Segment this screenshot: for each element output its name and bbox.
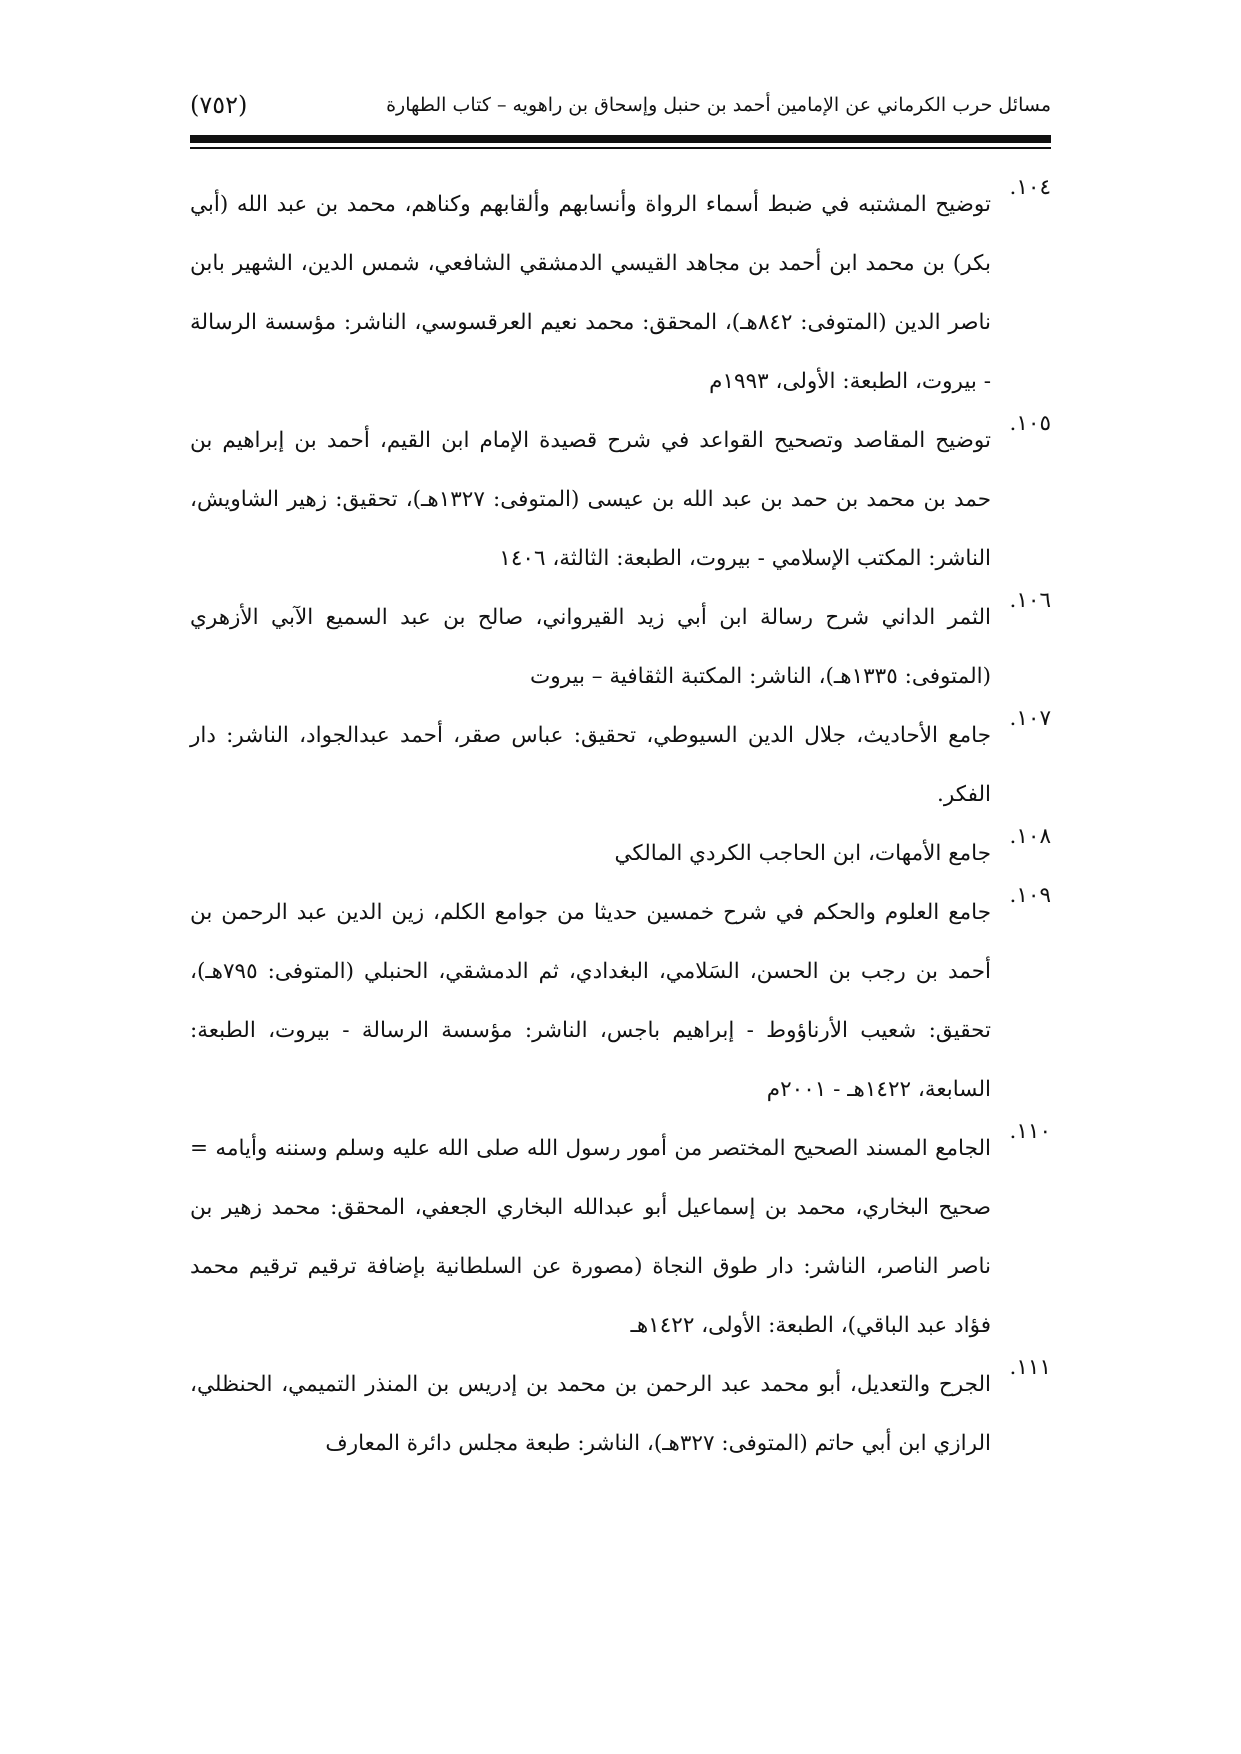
entry-number: ١٠٦.: [1009, 588, 1051, 613]
bibliography-entry: [190, 1355, 1051, 1473]
header-rule-thin: [190, 147, 1051, 149]
entry-text: توضيح المشتبه في ضبط أسماء الرواة وأنسابهم وألقابهم وكناهم، محمد بن عبد الله (أبي بكر) بن محمد ابن أحمد بن مجاهد القيسي الدمشقي الشافعي، شمس الدين، الشهير بابن ناصر الدين (المتوفى: ٨٤٢هـ)، المحقق: محمد نعيم العرقسوسي، الناشر: مؤسسة الرسالة - بيروت، الطبعة: الأولى، ١٩٩٣م: [190, 192, 991, 394]
bibliography-entry: [190, 1119, 1051, 1355]
entry-number: ١٠٤.: [1009, 175, 1051, 200]
page-number: (٧٥٢): [190, 91, 248, 119]
entry-text: الجرح والتعديل، أبو محمد عبد الرحمن بن محمد بن إدريس بن المنذر التميمي، الحنظلي، الرازي ابن أبي حاتم (المتوفى: ٣٢٧هـ)، الناشر: طبعة مجلس دائرة المعارف: [190, 1372, 991, 1456]
bibliography-entry: [190, 706, 1051, 824]
bibliography-entry: [190, 411, 1051, 588]
entry-number: ١٠٧.: [1009, 706, 1051, 731]
entry-number: ١١٠.: [1009, 1119, 1051, 1144]
entry-number: ١٠٥.: [1009, 411, 1051, 436]
entry-number: ١٠٨.: [1009, 824, 1051, 849]
entry-number: ١١١.: [1009, 1355, 1051, 1380]
entry-number: ١٠٩.: [1009, 883, 1051, 908]
entry-text: جامع الأمهات، ابن الحاجب الكردي المالكي: [614, 841, 991, 866]
entry-text: الجامع المسند الصحيح المختصر من أمور رسول الله صلى الله عليه وسلم وسننه وأيامه = صحيح البخاري، محمد بن إسماعيل أبو عبدالله البخاري الجعفي، المحقق: محمد زهير بن ناصر الناصر، الناشر: دار طوق النجاة (مصورة عن السلطانية بإضافة ترقيم ترقيم محمد فؤاد عبد الباقي)، الطبعة: الأولى، ١٤٢٢هـ: [190, 1136, 991, 1338]
entry-text: توضيح المقاصد وتصحيح القواعد في شرح قصيدة الإمام ابن القيم، أحمد بن إبراهيم بن حمد بن محمد بن حمد بن عبد الله بن عيسى (المتوفى: ١٣٢٧هـ)، تحقيق: زهير الشاويش، الناشر: المكتب الإسلامي - بيروت، الطبعة: الثالثة، ١٤٠٦: [190, 428, 991, 571]
entry-text: جامع الأحاديث، جلال الدين السيوطي، تحقيق: عباس صقر، أحمد عبدالجواد، الناشر: دار الفكر.: [190, 723, 991, 807]
bibliography-list: [190, 175, 1051, 1473]
running-header: [190, 85, 1051, 125]
bibliography-entry: [190, 824, 1051, 883]
bibliography-entry: [190, 588, 1051, 706]
entry-text: الثمر الداني شرح رسالة ابن أبي زيد القيرواني، صالح بن عبد السميع الآبي الأزهري (المتوفى: ١٣٣٥هـ)، الناشر: المكتبة الثقافية – بيروت: [190, 605, 991, 689]
header-rule-thick: [190, 135, 1051, 143]
bibliography-entry: [190, 175, 1051, 411]
entry-text: جامع العلوم والحكم في شرح خمسين حديثا من جوامع الكلم، زين الدين عبد الرحمن بن أحمد بن رجب بن الحسن، السَلامي، البغدادي، ثم الدمشقي، الحنبلي (المتوفى: ٧٩٥هـ)، تحقيق: شعيب الأرناؤوط - إبراهيم باجس، الناشر: مؤسسة الرسالة - بيروت، الطبعة: السابعة، ١٤٢٢هـ - ٢٠٠١م: [190, 900, 991, 1102]
header-title: مسائل حرب الكرماني عن الإمامين أحمد بن حنبل وإسحاق بن راهويه – كتاب الطهارة: [386, 94, 1051, 116]
bibliography-entry: [190, 883, 1051, 1119]
